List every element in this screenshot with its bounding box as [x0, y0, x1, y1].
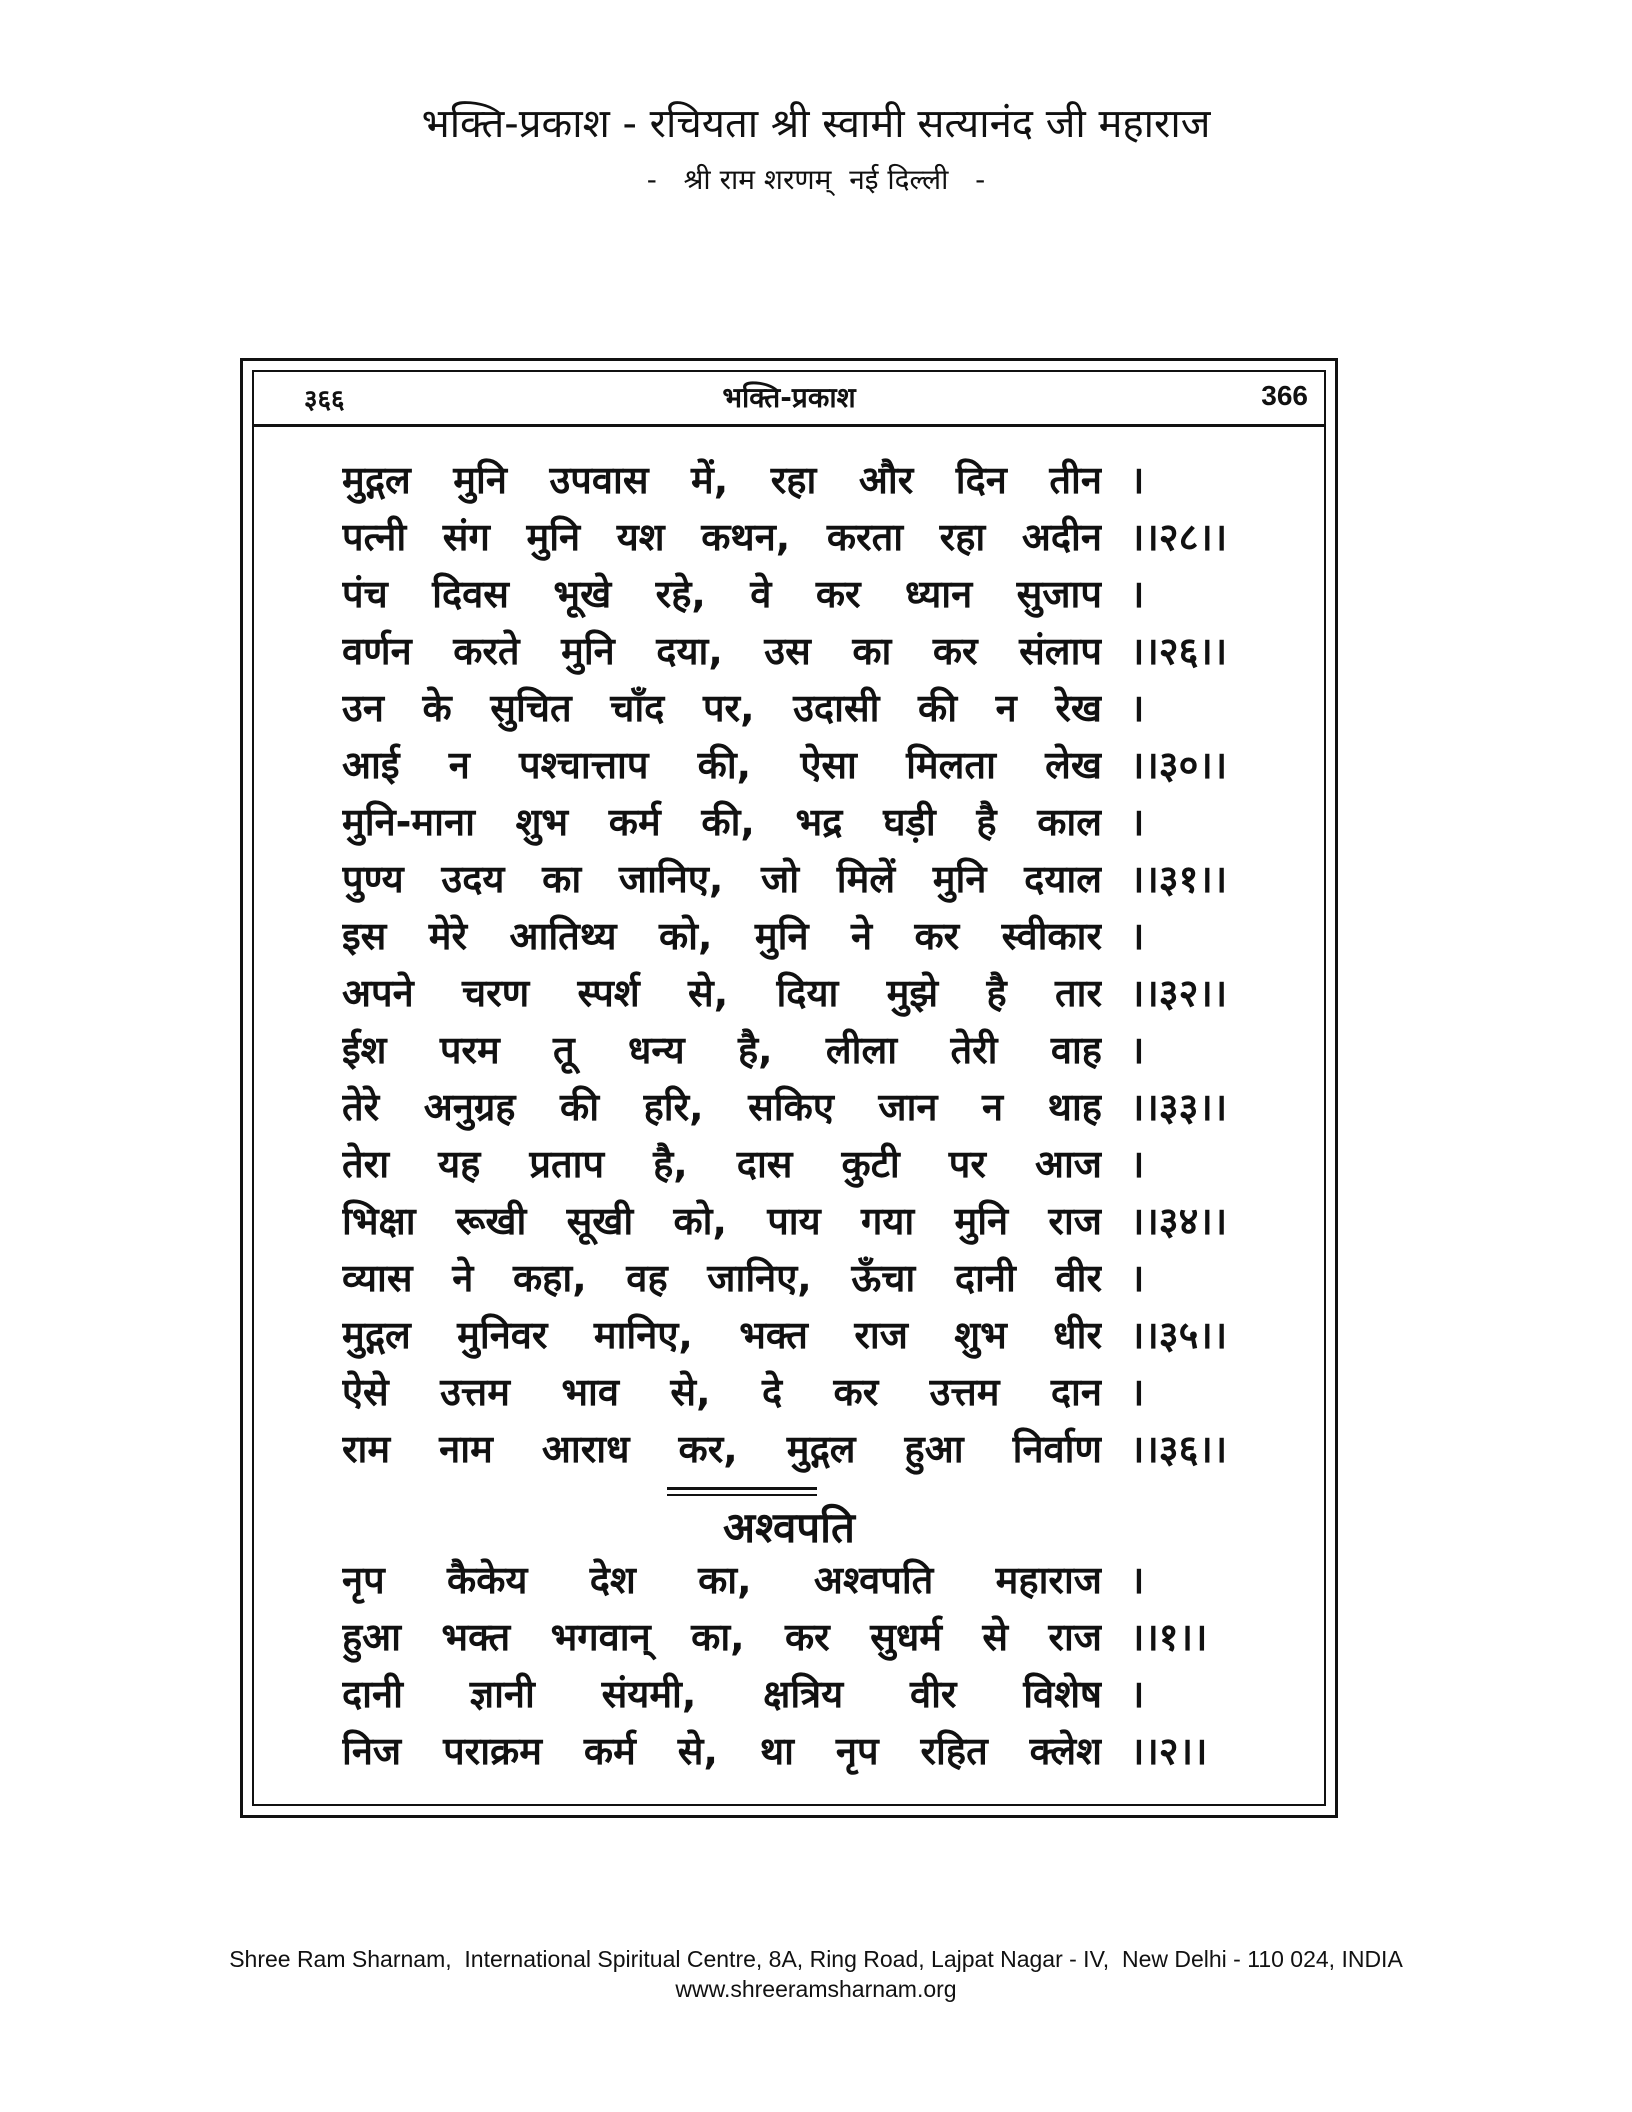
verse-line	[342, 1079, 1262, 1136]
verse-text: भिक्षा रूखी सूखी को, पाय गया मुनि राज	[342, 1199, 1102, 1243]
verse-text: तेरा यह प्रताप है, दास कुटी पर आज	[342, 1142, 1102, 1186]
verse-text: उन के सुचित चाँद पर, उदासी की न रेख	[342, 686, 1102, 730]
verse-line	[342, 1723, 1262, 1780]
verse-marker: ।।२।।	[1130, 1729, 1208, 1773]
verse-line	[342, 965, 1262, 1022]
verse-text: वर्णन करते मुनि दया, उस का कर संलाप	[342, 629, 1102, 673]
verse-line	[342, 623, 1262, 680]
section-heading: अश्वपति	[723, 1503, 855, 1552]
verse-marker: ।	[1130, 914, 1145, 958]
verse-line	[342, 1666, 1262, 1723]
verse-line	[342, 1364, 1262, 1421]
verse-marker: ।।१।।	[1130, 1615, 1208, 1659]
verse-text: पत्नी संग मुनि यश कथन, करता रहा अदीन	[342, 515, 1102, 559]
verse-text: पुण्य उदय का जानिए, जो मिलें मुनि दयाल	[342, 857, 1102, 901]
book-header-subtitle: - श्री राम शरणम् नई दिल्ली -	[646, 163, 986, 196]
verse-line	[342, 1421, 1262, 1478]
verse-text: आई न पश्चात्ताप की, ऐसा मिलता लेख	[342, 743, 1102, 787]
verse-marker: ।।३१।।	[1130, 857, 1228, 901]
verse-text: मुद्गल मुनिवर मानिए, भक्त राज शुभ धीर	[342, 1313, 1102, 1357]
section-divider-thin	[667, 1494, 817, 1496]
footer-address: Shree Ram Sharnam, International Spiritual Centre, 8A, Ring Road, Lajpat Nagar - IV, New Delhi - 110 024, INDIA	[229, 1946, 1403, 1972]
verse-text: दानी ज्ञानी संयमी, क्षत्रिय वीर विशेष	[342, 1672, 1102, 1716]
verse-text: नृप कैकेय देश का, अश्वपति महाराज	[342, 1558, 1102, 1602]
verse-text: मुद्गल मुनि उपवास में, रहा और दिन तीन	[342, 458, 1102, 502]
verse-line	[342, 1307, 1262, 1364]
section-divider-thick	[667, 1487, 817, 1490]
verse-text: ऐसे उत्तम भाव से, दे कर उत्तम दान	[342, 1370, 1102, 1414]
verse-marker: ।	[1130, 1672, 1145, 1716]
page-frame-inner	[252, 370, 1326, 1806]
verse-marker: ।।३०।।	[1130, 743, 1228, 787]
page-number-devanagari: ३६६	[304, 385, 345, 415]
page-number: 366	[1261, 380, 1308, 411]
verse-marker: ।।२८।।	[1130, 515, 1228, 559]
verse-line	[342, 737, 1262, 794]
verse-line	[342, 566, 1262, 623]
verse-marker: ।	[1130, 686, 1145, 730]
verse-marker: ।	[1130, 1142, 1145, 1186]
verse-list	[342, 452, 1262, 1478]
running-header	[254, 372, 1324, 427]
book-header-title: भक्ति-प्रकाश - रचियता श्री स्वामी सत्यानंद जी महाराज	[421, 101, 1211, 147]
verse-marker: ।।३४।।	[1130, 1199, 1228, 1243]
footer-website-link[interactable]: www.shreeramsharnam.org	[675, 1976, 957, 2002]
verse-marker: ।	[1130, 1558, 1145, 1602]
page-frame	[240, 358, 1338, 1818]
verse-text: पंच दिवस भूखे रहे, वे कर ध्यान सुजाप	[342, 572, 1102, 616]
verse-line	[342, 794, 1262, 851]
verse-text: तेरे अनुग्रह की हरि, सकिए जान न थाह	[342, 1085, 1102, 1129]
verse-text: ईश परम तू धन्य है, लीला तेरी वाह	[342, 1028, 1102, 1072]
verse-marker: ।	[1130, 458, 1145, 502]
running-title: भक्ति-प्रकाश	[722, 381, 856, 414]
verse-line	[342, 1136, 1262, 1193]
verse-marker: ।	[1130, 800, 1145, 844]
verse-marker: ।	[1130, 1256, 1145, 1300]
verse-line	[342, 1022, 1262, 1079]
verse-marker: ।।२६।।	[1130, 629, 1228, 673]
verse-line	[342, 680, 1262, 737]
verse-line	[342, 1250, 1262, 1307]
verse-text: निज पराक्रम कर्म से, था नृप रहित क्लेश	[342, 1729, 1102, 1773]
verse-marker: ।	[1130, 1370, 1145, 1414]
verse-marker: ।	[1130, 572, 1145, 616]
verse-line	[342, 1193, 1262, 1250]
verse-text: मुनि-माना शुभ कर्म की, भद्र घड़ी है काल	[342, 800, 1102, 844]
verse-line	[342, 1609, 1262, 1666]
verse-line	[342, 452, 1262, 509]
verse-marker: ।।३३।।	[1130, 1085, 1228, 1129]
verse-marker: ।।३६।।	[1130, 1427, 1228, 1471]
verse-text: अपने चरण स्पर्श से, दिया मुझे है तार	[342, 971, 1102, 1015]
verse-marker: ।।३२।।	[1130, 971, 1228, 1015]
verse-line	[342, 1552, 1262, 1609]
verse-line	[342, 908, 1262, 965]
verse-text: राम नाम आराध कर, मुद्गल हुआ निर्वाण	[342, 1427, 1102, 1471]
verse-marker: ।	[1130, 1028, 1145, 1072]
verse-line	[342, 509, 1262, 566]
verse-text: व्यास ने कहा, वह जानिए, ऊँचा दानी वीर	[342, 1256, 1102, 1300]
verse-text: इस मेरे आतिथ्य को, मुनि ने कर स्वीकार	[342, 914, 1102, 958]
verse-list	[342, 1552, 1262, 1780]
verse-text: हुआ भक्त भगवान् का, कर सुधर्म से राज	[342, 1615, 1102, 1659]
verse-line	[342, 851, 1262, 908]
verse-marker: ।।३५।।	[1130, 1313, 1228, 1357]
